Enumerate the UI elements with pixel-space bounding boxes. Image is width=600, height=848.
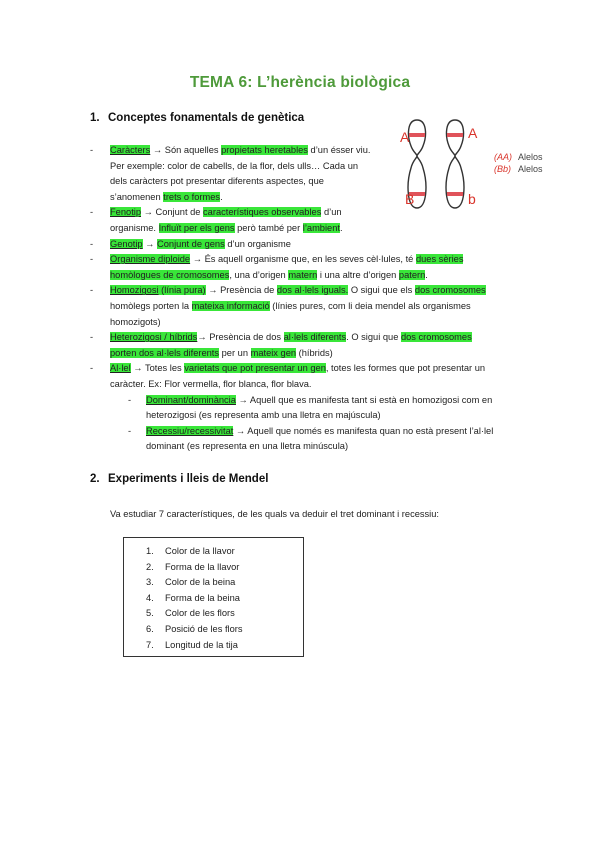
trait-list-item	[146, 593, 240, 603]
text: , totes les formes que pot presentar un	[325, 363, 486, 374]
item-text: Forma de la llavor	[165, 561, 240, 572]
allele-band-A1	[409, 133, 425, 137]
allele-band-A2	[447, 133, 463, 137]
text: s’anomenen	[110, 191, 164, 202]
text: → Aquell que només es manifesta quan no està present l’al·lel	[233, 425, 494, 436]
text: → Presència de	[205, 285, 277, 296]
item-number: 6.	[146, 624, 154, 634]
text: dominant (es representa en una lletra minúscula)	[146, 441, 349, 452]
highlight: al·lels diferents	[283, 332, 347, 343]
item-number: 7.	[146, 639, 154, 650]
text: . O sigui que	[346, 332, 401, 343]
highlight: dos al·lels iguals.	[276, 285, 349, 296]
section-number: 2.	[90, 473, 100, 485]
text: homozigots)	[110, 316, 161, 327]
highlight: mateix gen	[250, 347, 297, 358]
bullet-dash: -	[128, 425, 132, 436]
trait-list-item	[146, 640, 238, 650]
bullet-dash: -	[90, 145, 94, 155]
text: → Conjunt de	[141, 207, 204, 218]
highlight: característiques observables	[203, 207, 322, 218]
bullet-dash: -	[90, 207, 94, 218]
text: però també per	[234, 222, 303, 233]
label-B: B	[405, 191, 415, 207]
text: →	[142, 238, 158, 249]
highlight: Influït per els gens	[158, 222, 235, 233]
text: → Són aquelles	[150, 145, 222, 155]
term: Dominant/dominància	[146, 394, 236, 405]
section-heading-2	[90, 473, 268, 485]
highlight: dos cromosomes	[414, 285, 486, 296]
item-number: 3.	[146, 577, 154, 588]
highlight: trets o formes	[163, 191, 221, 202]
trait-list-item	[146, 608, 235, 618]
highlight: dues sèries	[415, 254, 464, 265]
highlight: l’ambient	[302, 222, 340, 233]
section-title: Conceptes fonamentals de genètica	[108, 112, 305, 124]
trait-list-item	[146, 562, 239, 572]
text: → Presència de dos	[197, 332, 284, 343]
highlight: patern	[398, 269, 426, 280]
item-text: Color de la beina	[165, 577, 236, 588]
term: Recessiu/recessivitat	[146, 425, 234, 436]
text: .	[425, 269, 428, 280]
text: Per exemple: color de cabells, de la flor, dels ulls… Cada un	[110, 160, 359, 171]
section-intro: Va estudiar 7 característiques, de les quals va deduir el tret dominant i recessiu:	[110, 509, 440, 519]
trait-list-item	[146, 546, 235, 556]
section-number: 1.	[90, 112, 100, 124]
item-number: 4.	[146, 592, 154, 603]
trait-list-item	[146, 624, 243, 634]
definition-genotip	[90, 237, 520, 253]
definition-heterozigosi	[90, 330, 520, 361]
traits-box	[123, 537, 304, 657]
definition-fenotip	[90, 205, 520, 236]
highlight: varietats que pot presentar un gen	[184, 363, 326, 374]
definition-diploide	[90, 252, 520, 283]
term: Heterozigosi / híbrids	[110, 332, 198, 343]
item-number: 1.	[146, 546, 154, 556]
item-text: Longitud de la tija	[165, 639, 238, 650]
text: , una d’origen	[229, 269, 289, 280]
term: Organisme diploide	[110, 254, 191, 265]
definition-dominant	[90, 393, 520, 424]
bullet-dash: -	[90, 238, 94, 249]
text: caràcter. Ex: Flor vermella, flor blanca, flor blava.	[110, 378, 312, 389]
term: Genotip	[110, 238, 143, 249]
trait-list-item	[146, 577, 235, 587]
highlight: porten dos al·lels diferents	[110, 347, 220, 358]
label-A1: A	[400, 129, 410, 145]
definition-allel	[90, 361, 520, 392]
page-title: TEMA 6: L’herència biològica	[189, 74, 411, 91]
bullet-dash: -	[90, 285, 94, 296]
text: dels caràcters pot presentar diferents aspectes, que	[110, 176, 324, 187]
term: Al·lel	[110, 363, 131, 374]
text: .	[220, 191, 223, 202]
term: Homozigosi	[110, 285, 159, 296]
highlight: propietats heretables	[221, 145, 308, 155]
highlight: Conjunt de gens	[157, 238, 225, 249]
text: d’un organisme	[224, 238, 291, 249]
bullet-dash: -	[90, 332, 94, 343]
text: → És aquell organisme que, en les seves cèl·lules, té	[190, 254, 416, 265]
term: Fenotip	[110, 207, 142, 218]
definition-homozigosi	[90, 283, 520, 330]
item-number: 5.	[146, 608, 154, 619]
legend-2-code: (Bb)	[494, 164, 512, 174]
definition-caracters	[90, 143, 520, 205]
bullet-dash: -	[128, 394, 132, 405]
section-title: Experiments i lleis de Mendel	[108, 473, 269, 485]
text: → Totes les	[130, 363, 185, 374]
text: heterozigosi (es representa amb una lletra en majúscula)	[146, 410, 381, 421]
highlight: matern	[288, 269, 318, 280]
legend-2-text: Alelos	[518, 164, 543, 174]
item-text: Posició de les flors	[165, 624, 243, 634]
text: O sigui que els	[348, 285, 415, 296]
text: d’un	[321, 207, 342, 218]
text: organisme.	[110, 222, 159, 233]
text: (híbrids)	[296, 347, 333, 358]
highlight: homòlogues de cromosomes	[110, 269, 230, 280]
highlight: dos cromosomes	[400, 332, 472, 343]
label-A2: A	[468, 125, 478, 141]
text: .	[339, 222, 343, 233]
item-number: 2.	[146, 561, 154, 572]
item-text: Forma de la beina	[165, 592, 240, 603]
text: i una altre d’origen	[317, 269, 399, 280]
term: Caràcters	[110, 145, 151, 155]
highlight: mateixa informació	[191, 300, 270, 311]
text: (línies pures, com li deia mendel als organismes	[269, 300, 471, 311]
text: per un	[219, 347, 251, 358]
section-heading-1	[90, 112, 304, 124]
text: homòlegs porten la	[110, 300, 192, 311]
term-extra: (línia pura)	[158, 285, 206, 296]
legend-1-text: Alelos	[518, 152, 543, 162]
legend-1-code: (AA)	[494, 152, 512, 162]
bullet-dash: -	[90, 254, 94, 265]
item-text: Color de la llavor	[165, 546, 235, 556]
bullet-dash: -	[90, 363, 94, 374]
item-text: Color de les flors	[165, 608, 235, 619]
definition-recessiu	[90, 424, 520, 455]
text: → Aquell que es manifesta tant si està en homozigosi com en	[235, 394, 493, 405]
label-b: b	[468, 191, 476, 207]
text: d’un ésser viu.	[307, 145, 371, 155]
definitions-list	[90, 143, 520, 455]
